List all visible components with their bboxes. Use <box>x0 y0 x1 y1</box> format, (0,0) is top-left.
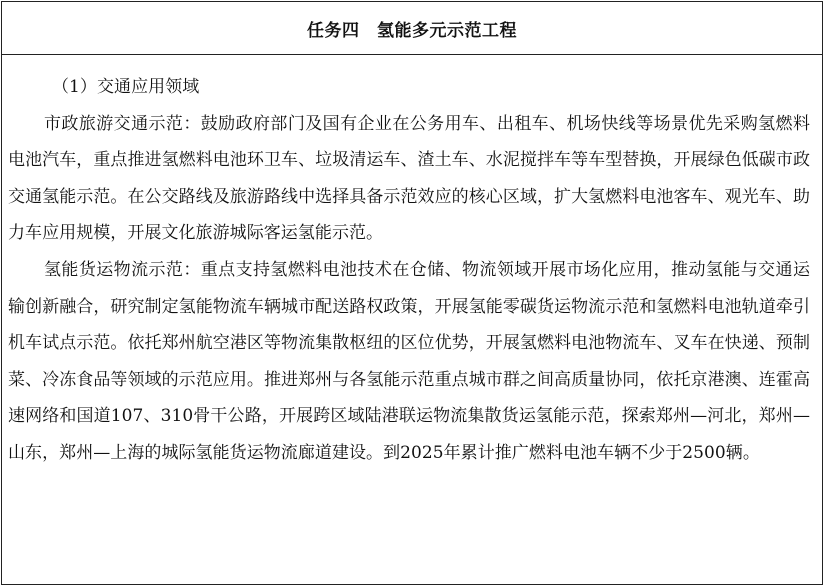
document-body <box>2 55 822 472</box>
paragraph-municipal-tourism-transport: 市政旅游交通示范：鼓励政府部门及国有企业在公务用车、出租车、机场快线等场景优先采购氢燃料电池汽车，重点推进氢燃料电池环卫车、垃圾清运车、渣土车、水泥搅拌车等车型替换，开展绿色低碳市政交通氢能示范。在公交路线及旅游路线中选择具备示范效应的核心区域，扩大氢燃料电池客车、观光车、助力车应用规模，开展文化旅游城际客运氢能示范。 <box>8 113 810 244</box>
paragraph-hydrogen-freight-logistics: 氢能货运物流示范：重点支持氢燃料电池技术在仓储、物流领域开展市场化应用，推动氢能与交通运输创新融合，研究制定氢能物流车辆城市配送路权政策，开展氢能零碳货运物流示范和氢燃料电池轨道牵引机车试点示范。依托郑州航空港区等物流集散枢纽的区位优势，开展氢燃料电池物流车、叉车在快递、预制菜、冷冻食品等领域的示范应用。推进郑州与各氢能示范重点城市群之间高质量协同，依托京港澳、连霍高速网络和国道107、310骨干公路，开展跨区域陆港联运物流集散货运氢能示范，探索郑州—河北，郑州—山东，郑州—上海的城际氢能货运物流廊道建设。到2025年累计推广燃料电池车辆不少于2500辆。 <box>8 259 810 463</box>
title-bar <box>2 2 822 55</box>
document-title: 任务四 氢能多元示范工程 <box>307 20 517 41</box>
section-heading: （1）交通应用领域 <box>52 77 200 97</box>
document-frame <box>1 1 823 585</box>
